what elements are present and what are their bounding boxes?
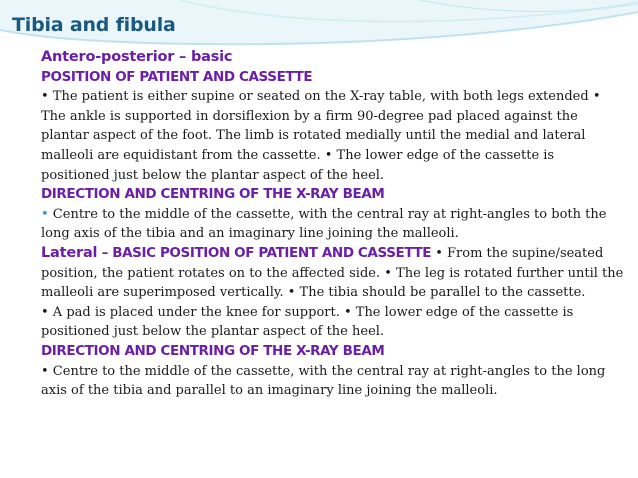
heading-position-ap: POSITION OF PATIENT AND CASSETTE [41,68,313,85]
paragraph-direction-ap [41,205,626,244]
subtitle: Antero-posterior – basic [41,49,233,65]
paragraph-lateral-text: • From the supine/seated position, the patient rotates on to the affected side. • The leg is rotated further until the malleoli are superimposed vertically. • The tibia should be parallel to the cassette. [41,245,624,301]
heading-lateral-position: – BASIC POSITION OF PATIENT AND CASSETTE [97,244,432,261]
slide-title: Tibia and fibula [12,14,176,36]
paragraph-direction-lateral: • Centre to the middle of the cassette, with the central ray at right-angles to the long axis of the tibia and parallel to an imaginary line joining the malleoli. [41,363,606,399]
slide-content [41,48,626,401]
paragraph-pad: • A pad is placed under the knee for support. • The lower edge of the cassette is positioned just below the plantar aspect of the heel. [41,304,574,340]
bullet: • [41,206,49,222]
paragraph-direction-ap-text: Centre to the middle of the cassette, with the central ray at right-angles to both the long axis of the tibia and an imaginary line joining the malleoli. [41,206,607,242]
heading-lateral: Lateral [41,244,98,261]
heading-direction-lateral: DIRECTION AND CENTRING OF THE X-RAY BEAM [41,342,385,359]
paragraph-lateral [41,244,626,303]
heading-direction-ap: DIRECTION AND CENTRING OF THE X-RAY BEAM [41,186,385,203]
paragraph-position-ap: • The patient is either supine or seated on the X-ray table, with both legs extended • The ankle is supported in dorsiflexion by a firm 90-degree pad placed against the plantar aspect of the foot. The limb is rotated medially until the medial and lateral malleoli are equidistant from the cassette. • The lower edge of the cassette is positioned just below the plantar aspect of the heel. [41,89,601,183]
